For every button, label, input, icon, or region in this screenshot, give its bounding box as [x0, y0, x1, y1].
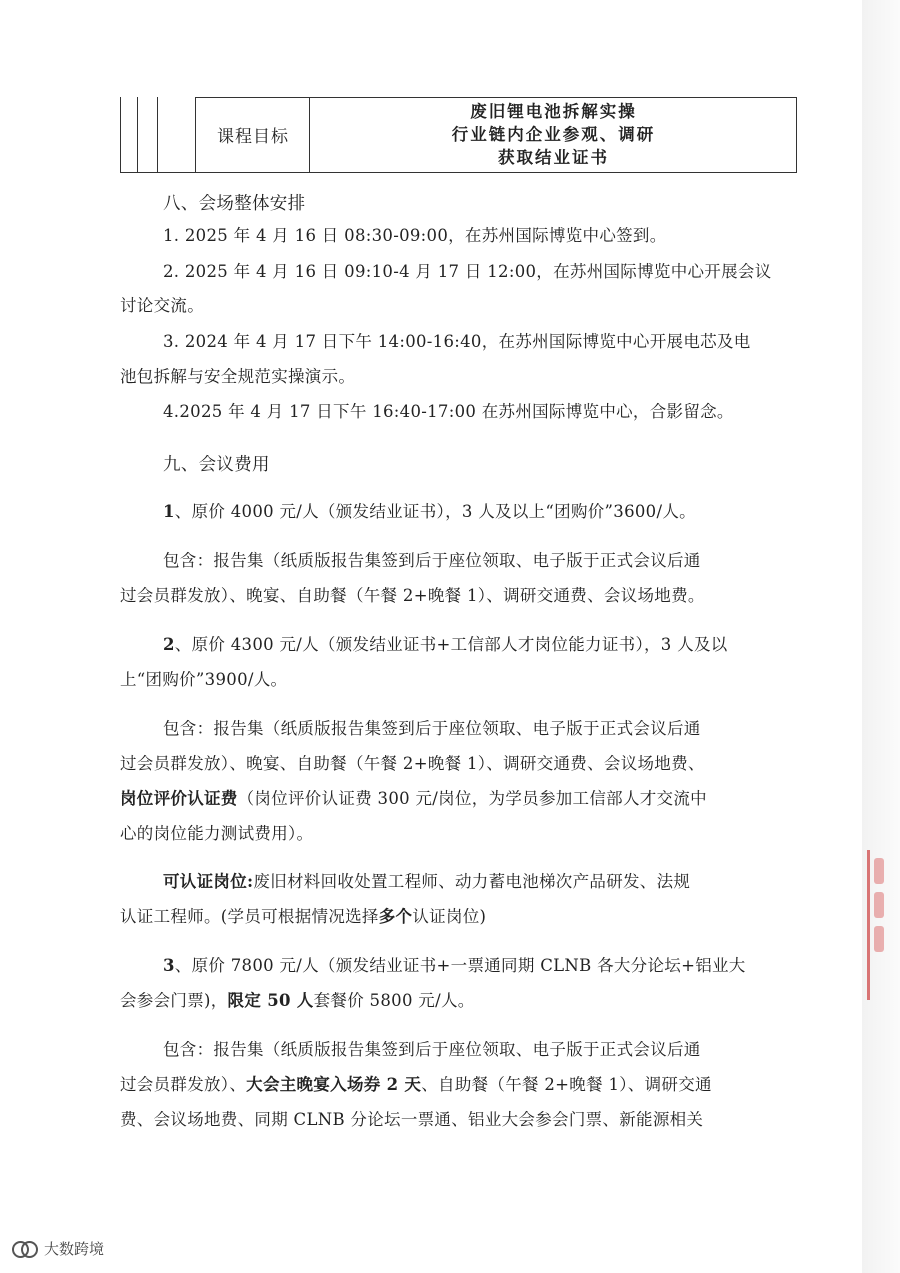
- watermark: [12, 1238, 104, 1259]
- schedule-item-3: 3. 2024 年 4 月 17 日下午 14:00-16:40，在苏州国际博览中心开展电芯及电: [163, 332, 751, 351]
- table-divider: [137, 97, 138, 172]
- fee-option-text: 、原价 7800 元/人（颁发结业证书+一票通同期 CLNB 各大分论坛+铝业大: [174, 956, 746, 975]
- fee-option-3: [163, 952, 746, 976]
- cert-multi-bold: 多个: [378, 907, 413, 926]
- cert-positions-text: 废旧材料回收处置工程师、动力蓄电池梯次产品研发、法规: [253, 872, 691, 891]
- fee-option-text: 会参会门票)，: [120, 991, 228, 1010]
- fee-3-includes: 包含：报告集（纸质版报告集签到后于座位领取、电子版于正式会议后通: [163, 1040, 701, 1059]
- cert-positions: [163, 868, 690, 892]
- schedule-item-3-cont: 池包拆解与安全规范实操演示。: [120, 367, 356, 386]
- cert-text: 认证工程师。(学员可根据情况选择: [120, 907, 379, 926]
- page-edge: [862, 0, 900, 1273]
- banquet-bold: 大会主晚宴入场券 2 天: [246, 1075, 422, 1094]
- table-divider: [157, 97, 158, 172]
- schedule-item-2-cont: 讨论交流。: [120, 296, 204, 315]
- red-seal-stamp: [867, 850, 892, 1000]
- schedule-item-2: 2. 2025 年 4 月 16 日 09:10-4 月 17 日 12:00，在苏州国际博览中心开展会议: [163, 262, 772, 281]
- course-goal-line: 获取结业证书: [498, 148, 609, 167]
- section8-heading: 八、会场整体安排: [163, 194, 306, 214]
- table-divider: [195, 97, 196, 172]
- cert-positions-label: 可认证岗位:: [163, 872, 254, 891]
- schedule-item-4: 4.2025 年 4 月 17 日下午 16:40-17:00 在苏州国际博览中心，合影留念。: [163, 402, 734, 421]
- fee-text: 过会员群发放）、: [120, 1075, 247, 1094]
- fee-option-2-cont: 上“团购价”3900/人。: [120, 670, 288, 689]
- fee-option-2: [163, 631, 728, 655]
- fee-option-num: 2: [163, 635, 175, 654]
- fee-option-num: 3: [163, 956, 175, 975]
- fee-option-text: 、原价 4000 元/人（颁发结业证书），3 人及以上“团购价”3600/人。: [174, 502, 696, 521]
- cert-fee-bold: 岗位评价认证费: [120, 789, 238, 808]
- course-goal-label: 课程目标: [217, 127, 289, 147]
- course-goal-line: 行业链内企业参观、调研: [451, 125, 656, 144]
- fee-option-text: 套餐价 5800 元/人。: [313, 991, 475, 1010]
- fee-1-includes-cont: 过会员群发放）、晚宴、自助餐（午餐 2+晚餐 1）、调研交通费、会议场地费。: [120, 586, 705, 605]
- fee-option-num: 1: [163, 502, 175, 521]
- brand-logo-icon: [12, 1239, 38, 1259]
- fee-text: 、自助餐（午餐 2+晚餐 1）、调研交通: [421, 1075, 712, 1094]
- fee-3-includes-cont: [120, 1071, 712, 1095]
- course-goal-content: [311, 99, 796, 170]
- fee-1-includes: 包含：报告集（纸质版报告集签到后于座位领取、电子版于正式会议后通: [163, 551, 701, 570]
- table-divider: [309, 97, 310, 172]
- course-goal-line: 废旧锂电池拆解实操: [470, 102, 637, 121]
- schedule-item-1: 1. 2025 年 4 月 16 日 08:30-09:00，在苏州国际博览中心签到。: [163, 226, 667, 245]
- cert-fee-text: （岗位评价认证费 300 元/岗位，为学员参加工信部人才交流中: [237, 789, 707, 808]
- course-table: [120, 97, 797, 173]
- fee-option-text: 、原价 4300 元/人（颁发结业证书+工信部人才岗位能力证书），3 人及以: [174, 635, 728, 654]
- fee-2-includes-cont: 心的岗位能力测试费用）。: [120, 824, 314, 843]
- section9-heading: 九、会议费用: [163, 455, 270, 475]
- fee-3-includes-cont: 费、会议场地费、同期 CLNB 分论坛一票通、铝业大会参会门票、新能源相关: [120, 1110, 704, 1129]
- watermark-text: 大数跨境: [44, 1240, 105, 1258]
- fee-option-1: [163, 498, 696, 522]
- fee-2-includes-cont: [120, 785, 707, 809]
- fee-option-3-cont: [120, 987, 475, 1011]
- cert-positions-cont: [120, 903, 486, 927]
- limit-bold: 限定 50 人: [227, 991, 314, 1010]
- fee-2-includes: 包含：报告集（纸质版报告集签到后于座位领取、电子版于正式会议后通: [163, 719, 701, 738]
- fee-2-includes-cont: 过会员群发放）、晚宴、自助餐（午餐 2+晚餐 1）、调研交通费、会议场地费、: [120, 754, 705, 773]
- cert-text: 认证岗位): [412, 907, 487, 926]
